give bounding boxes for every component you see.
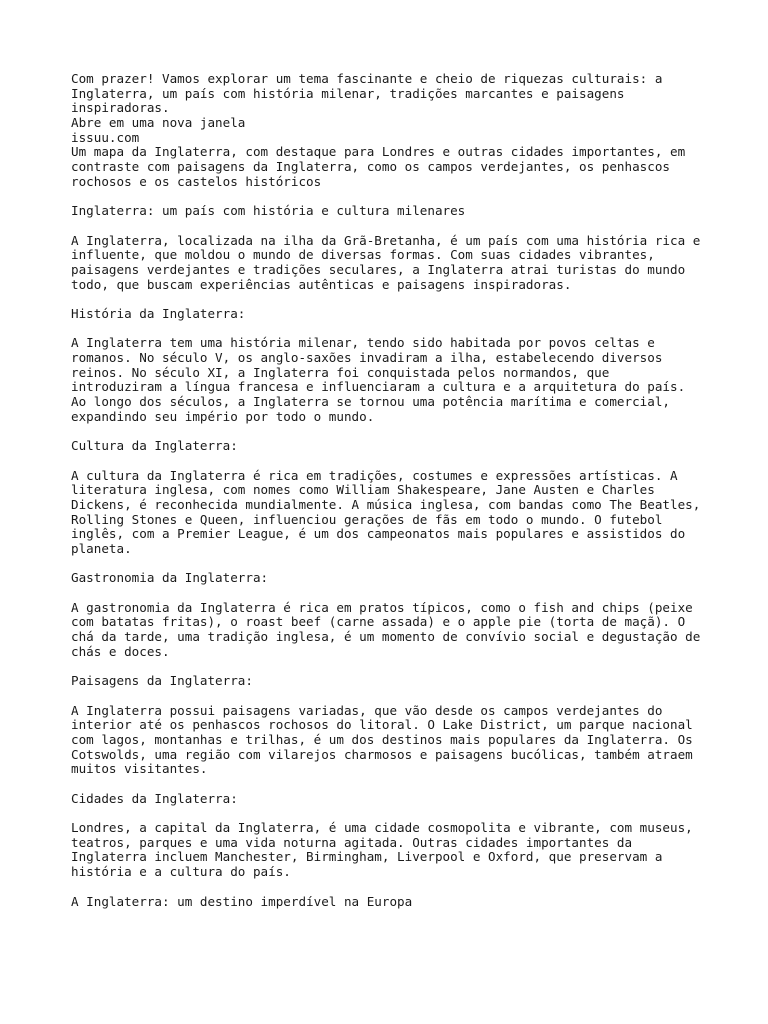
image-caption-line: Um mapa da Inglaterra, com destaque para Londres e outras cidades importantes, em [71, 144, 686, 160]
body-line: A cultura da Inglaterra é rica em tradições, costumes e expressões artísticas. A [71, 467, 678, 483]
image-caption-line: rochosos e os castelos históricos [71, 173, 322, 189]
body-line: história e a cultura do país. [71, 864, 291, 880]
body-line: interior até os penhascos rochosos do litoral. O Lake District, um parque nacional [71, 717, 693, 733]
body-line: expandindo seu império por todo o mundo. [71, 408, 375, 424]
spacer [71, 557, 711, 572]
spacer [71, 292, 711, 307]
body-line: Inglaterra incluem Manchester, Birmingham, Liverpool e Oxford, que preservam a [71, 849, 663, 865]
spacer [71, 586, 711, 601]
section-body-paisagens [71, 704, 711, 777]
document-title: Inglaterra: um país com história e cultura milenares [71, 203, 466, 219]
overview-line: todo, que buscam experiências autênticas e paisagens inspiradoras. [71, 276, 572, 292]
body-line: Rolling Stones e Queen, influenciou gerações de fãs em todo o mundo. O futebol [71, 511, 663, 527]
body-line: A gastronomia da Inglaterra é rica em pratos típicos, como o fish and chips (peixe [71, 599, 693, 615]
body-line: teatros, parques e uma vida noturna agitada. Outras cidades importantes da [71, 834, 633, 850]
body-line: Ao longo dos séculos, a Inglaterra se tornou uma potência marítima e comercial, [71, 394, 670, 410]
document-page [71, 72, 711, 909]
section-heading-gastronomia: Gastronomia da Inglaterra: [71, 570, 269, 586]
body-line: romanos. No século V, os anglo-saxões invadiram a ilha, estabelecendo diversos [71, 350, 663, 366]
body-line: chás e doces. [71, 643, 170, 659]
section-heading-cidades: Cidades da Inglaterra: [71, 790, 238, 806]
spacer [71, 880, 711, 895]
body-line: introduziram a língua francesa e influenciaram a cultura e a arquitetura do país. [71, 379, 686, 395]
body-line: com batatas fritas), o roast beef (carne assada) e o apple pie (torta de maçã). O [71, 614, 686, 630]
body-line: inglês, com a Premier League, é um dos campeonatos mais populares e assistidos do [71, 526, 686, 542]
closing-heading: A Inglaterra: um destino imperdível na Europa [71, 893, 413, 909]
intro-line: inspiradoras. [71, 100, 170, 116]
section-body-gastronomia [71, 601, 711, 660]
overview-line: influente, que moldou o mundo de diversas formas. Com suas cidades vibrantes, [71, 247, 655, 263]
body-line: Londres, a capital da Inglaterra, é uma cidade cosmopolita e vibrante, com museus, [71, 820, 693, 836]
body-line: com lagos, montanhas e trilhas, é um dos destinos mais populares da Inglaterra. Os [71, 731, 693, 747]
spacer [71, 190, 711, 205]
open-new-window-link[interactable]: Abre em uma nova janela [71, 115, 246, 131]
intro-line: Com prazer! Vamos explorar um tema fascinante e cheio de riquezas culturais: a [71, 71, 663, 86]
intro-paragraph [71, 72, 711, 116]
body-line: A Inglaterra possui paisagens variadas, que vão desde os campos verdejantes do [71, 702, 663, 718]
body-line: planeta. [71, 541, 132, 556]
overview-paragraph [71, 234, 711, 293]
spacer [71, 322, 711, 337]
section-body-cultura [71, 469, 711, 557]
spacer [71, 454, 711, 469]
overview-line: A Inglaterra, localizada na ilha da Grã-Bretanha, é um país com uma história rica e [71, 232, 701, 248]
body-line: A Inglaterra tem uma história milenar, tendo sido habitada por povos celtas e [71, 335, 655, 351]
section-body-cidades [71, 821, 711, 880]
spacer [71, 777, 711, 792]
spacer [71, 660, 711, 675]
section-heading-cultura: Cultura da Inglaterra: [71, 438, 238, 454]
section-body-historia [71, 336, 711, 424]
image-source: issuu.com [71, 129, 140, 145]
overview-line: paisagens verdejantes e tradições seculares, a Inglaterra atrai turistas do mundo [71, 261, 686, 277]
spacer [71, 689, 711, 704]
image-caption-line: contraste com paisagens da Inglaterra, como os campos verdejantes, os penhascos [71, 159, 670, 175]
spacer [71, 219, 711, 234]
body-line: Dickens, é reconhecida mundialmente. A música inglesa, com bandas como The Beatles, [71, 496, 701, 512]
section-heading-paisagens: Paisagens da Inglaterra: [71, 673, 253, 689]
section-heading-historia: História da Inglaterra: [71, 306, 246, 321]
body-line: muitos visitantes. [71, 761, 208, 777]
intro-line: Inglaterra, um país com história milenar, tradições marcantes e paisagens [71, 85, 625, 101]
body-line: reinos. No século XI, a Inglaterra foi conquistada pelos normandos, que [71, 364, 610, 380]
image-reference [71, 116, 711, 189]
body-line: literatura inglesa, com nomes como William Shakespeare, Jane Austen e Charles [71, 482, 655, 498]
body-line: Cotswolds, uma região com vilarejos charmosos e paisagens bucólicas, também atraem [71, 746, 693, 762]
spacer [71, 806, 711, 821]
spacer [71, 425, 711, 440]
body-line: chá da tarde, uma tradição inglesa, é um momento de convívio social e degustação de [71, 629, 701, 645]
